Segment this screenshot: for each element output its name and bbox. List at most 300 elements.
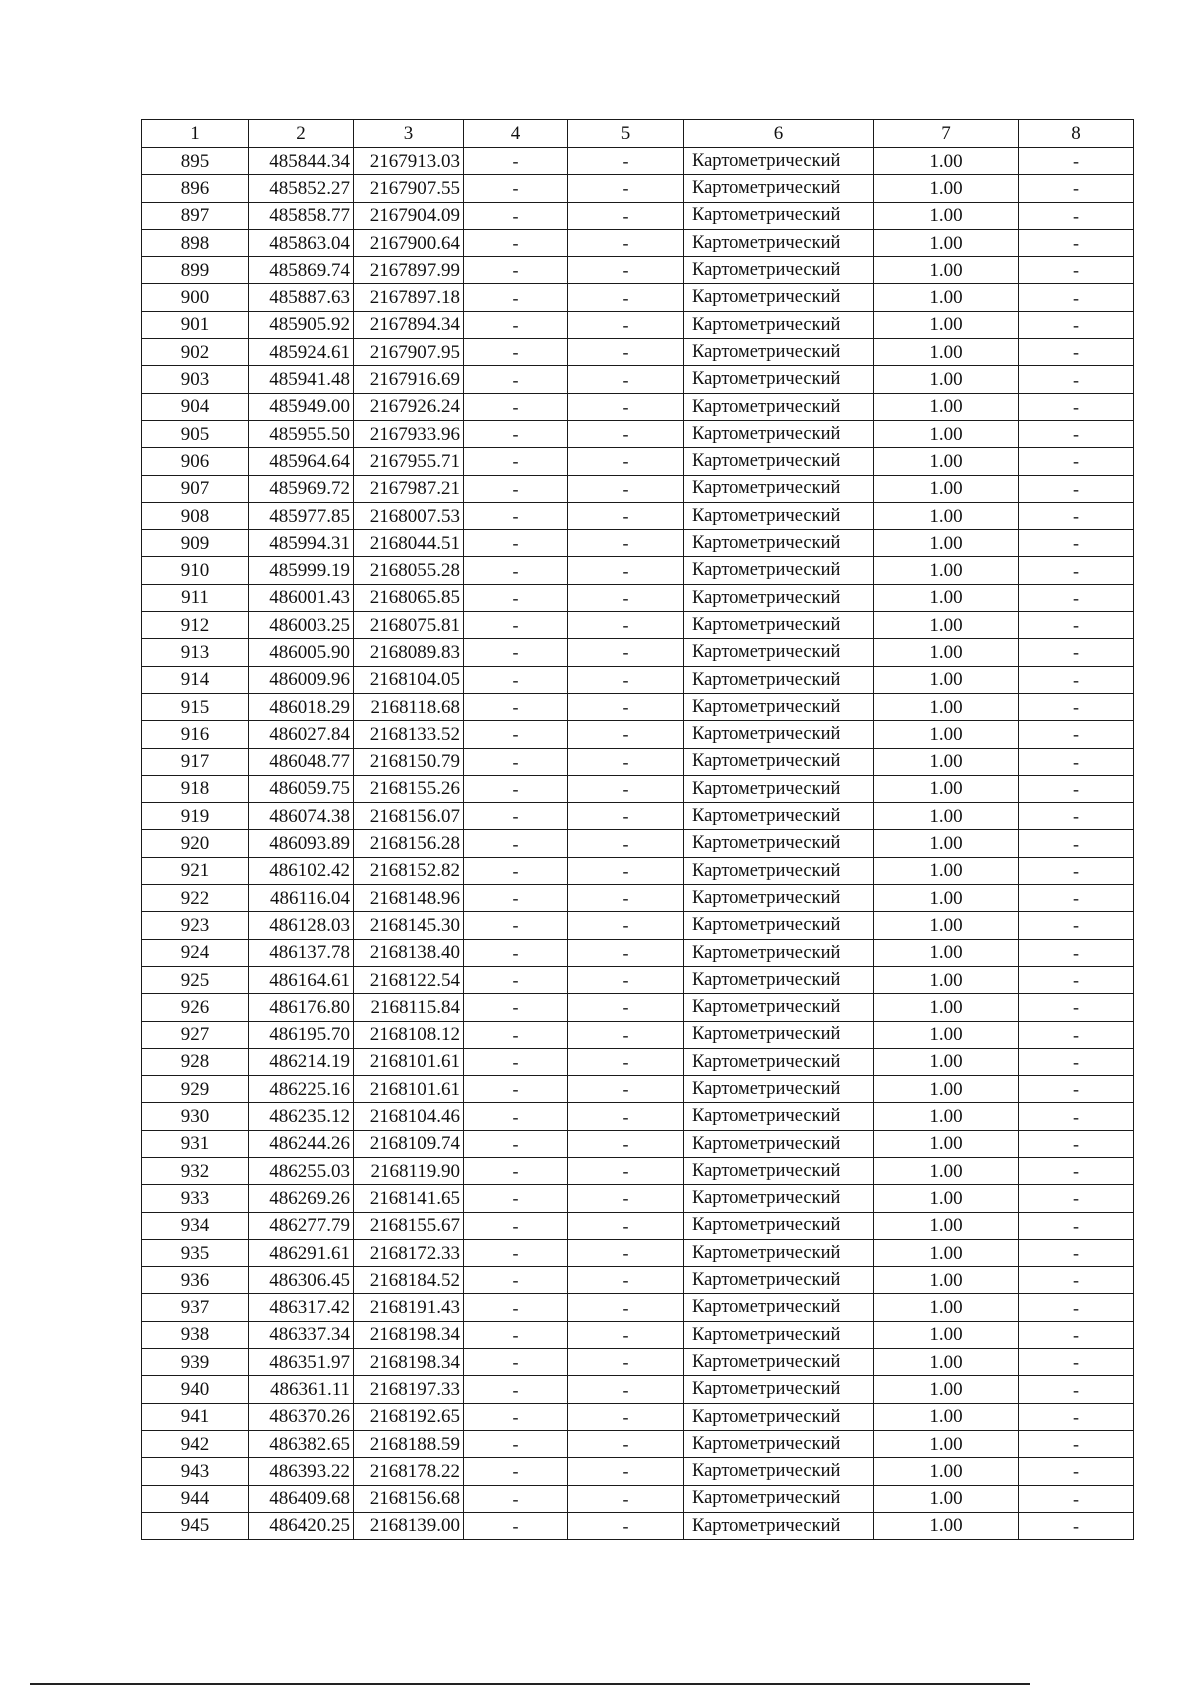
column-5-cell: - — [568, 420, 684, 447]
y-coordinate-cell: 2168188.59 — [354, 1430, 464, 1457]
x-coordinate-cell: 485949.00 — [249, 393, 354, 420]
accuracy-cell: 1.00 — [874, 1485, 1019, 1512]
column-4-cell: - — [464, 1458, 568, 1485]
table-row — [142, 284, 1134, 311]
y-coordinate-cell: 2167907.95 — [354, 339, 464, 366]
y-coordinate-cell: 2168172.33 — [354, 1239, 464, 1266]
y-coordinate-cell: 2168178.22 — [354, 1458, 464, 1485]
column-4-cell: - — [464, 557, 568, 584]
y-coordinate-cell: 2167913.03 — [354, 148, 464, 175]
x-coordinate-cell: 486093.89 — [249, 830, 354, 857]
x-coordinate-cell: 486128.03 — [249, 912, 354, 939]
method-cell: Картометрический — [684, 857, 874, 884]
column-8-cell: - — [1019, 284, 1134, 311]
y-coordinate-cell: 2168184.52 — [354, 1267, 464, 1294]
method-cell: Картометрический — [684, 803, 874, 830]
y-coordinate-cell: 2168141.65 — [354, 1185, 464, 1212]
accuracy-cell: 1.00 — [874, 1376, 1019, 1403]
accuracy-cell: 1.00 — [874, 885, 1019, 912]
accuracy-cell: 1.00 — [874, 639, 1019, 666]
x-coordinate-cell: 486048.77 — [249, 748, 354, 775]
point-number-cell: 927 — [142, 1021, 249, 1048]
column-4-cell: - — [464, 1076, 568, 1103]
y-coordinate-cell: 2168007.53 — [354, 502, 464, 529]
column-4-cell: - — [464, 1349, 568, 1376]
column-4-cell: - — [464, 666, 568, 693]
point-number-cell: 940 — [142, 1376, 249, 1403]
point-number-cell: 904 — [142, 393, 249, 420]
column-header-4: 4 — [464, 120, 568, 148]
y-coordinate-cell: 2168089.83 — [354, 639, 464, 666]
method-cell: Картометрический — [684, 339, 874, 366]
column-4-cell: - — [464, 721, 568, 748]
accuracy-cell: 1.00 — [874, 1403, 1019, 1430]
x-coordinate-cell: 486269.26 — [249, 1185, 354, 1212]
x-coordinate-cell: 486137.78 — [249, 939, 354, 966]
y-coordinate-cell: 2168155.67 — [354, 1212, 464, 1239]
table-row — [142, 1185, 1134, 1212]
y-coordinate-cell: 2168109.74 — [354, 1130, 464, 1157]
accuracy-cell: 1.00 — [874, 1021, 1019, 1048]
method-cell: Картометрический — [684, 475, 874, 502]
accuracy-cell: 1.00 — [874, 1512, 1019, 1539]
column-8-cell: - — [1019, 393, 1134, 420]
y-coordinate-cell: 2168155.26 — [354, 775, 464, 802]
column-4-cell: - — [464, 912, 568, 939]
x-coordinate-cell: 485964.64 — [249, 448, 354, 475]
method-cell: Картометрический — [684, 1103, 874, 1130]
column-5-cell: - — [568, 530, 684, 557]
table-row — [142, 1403, 1134, 1430]
column-4-cell: - — [464, 966, 568, 993]
table-row — [142, 966, 1134, 993]
table-row — [142, 1512, 1134, 1539]
table-row — [142, 557, 1134, 584]
column-4-cell: - — [464, 475, 568, 502]
column-8-cell: - — [1019, 366, 1134, 393]
table-row — [142, 1157, 1134, 1184]
column-8-cell: - — [1019, 148, 1134, 175]
point-number-cell: 934 — [142, 1212, 249, 1239]
table-row — [142, 257, 1134, 284]
x-coordinate-cell: 485969.72 — [249, 475, 354, 502]
table-row — [142, 175, 1134, 202]
point-number-cell: 920 — [142, 830, 249, 857]
point-number-cell: 928 — [142, 1048, 249, 1075]
column-header-3: 3 — [354, 120, 464, 148]
y-coordinate-cell: 2168152.82 — [354, 857, 464, 884]
column-5-cell: - — [568, 229, 684, 256]
y-coordinate-cell: 2168118.68 — [354, 693, 464, 720]
y-coordinate-cell: 2167894.34 — [354, 311, 464, 338]
column-5-cell: - — [568, 1021, 684, 1048]
table-row — [142, 448, 1134, 475]
accuracy-cell: 1.00 — [874, 1239, 1019, 1266]
x-coordinate-cell: 485844.34 — [249, 148, 354, 175]
column-5-cell: - — [568, 775, 684, 802]
y-coordinate-cell: 2168065.85 — [354, 584, 464, 611]
column-8-cell: - — [1019, 1512, 1134, 1539]
column-5-cell: - — [568, 1130, 684, 1157]
y-coordinate-cell: 2168133.52 — [354, 721, 464, 748]
method-cell: Картометрический — [684, 994, 874, 1021]
column-5-cell: - — [568, 666, 684, 693]
y-coordinate-cell: 2167987.21 — [354, 475, 464, 502]
point-number-cell: 905 — [142, 420, 249, 447]
point-number-cell: 897 — [142, 202, 249, 229]
table-row — [142, 857, 1134, 884]
accuracy-cell: 1.00 — [874, 775, 1019, 802]
table-row — [142, 1321, 1134, 1348]
x-coordinate-cell: 485977.85 — [249, 502, 354, 529]
column-4-cell: - — [464, 803, 568, 830]
point-number-cell: 932 — [142, 1157, 249, 1184]
x-coordinate-cell: 486176.80 — [249, 994, 354, 1021]
x-coordinate-cell: 486277.79 — [249, 1212, 354, 1239]
column-5-cell: - — [568, 175, 684, 202]
y-coordinate-cell: 2167900.64 — [354, 229, 464, 256]
accuracy-cell: 1.00 — [874, 939, 1019, 966]
accuracy-cell: 1.00 — [874, 148, 1019, 175]
table-row — [142, 1349, 1134, 1376]
y-coordinate-cell: 2168108.12 — [354, 1021, 464, 1048]
x-coordinate-cell: 485887.63 — [249, 284, 354, 311]
y-coordinate-cell: 2168055.28 — [354, 557, 464, 584]
accuracy-cell: 1.00 — [874, 803, 1019, 830]
column-5-cell: - — [568, 366, 684, 393]
column-8-cell: - — [1019, 1157, 1134, 1184]
coordinates-table — [141, 119, 1134, 1540]
accuracy-cell: 1.00 — [874, 721, 1019, 748]
x-coordinate-cell: 486225.16 — [249, 1076, 354, 1103]
column-5-cell: - — [568, 1076, 684, 1103]
column-4-cell: - — [464, 366, 568, 393]
method-cell: Картометрический — [684, 202, 874, 229]
point-number-cell: 922 — [142, 885, 249, 912]
column-4-cell: - — [464, 639, 568, 666]
accuracy-cell: 1.00 — [874, 830, 1019, 857]
accuracy-cell: 1.00 — [874, 229, 1019, 256]
y-coordinate-cell: 2168104.46 — [354, 1103, 464, 1130]
column-5-cell: - — [568, 339, 684, 366]
method-cell: Картометрический — [684, 1212, 874, 1239]
column-5-cell: - — [568, 557, 684, 584]
method-cell: Картометрический — [684, 666, 874, 693]
table-row — [142, 311, 1134, 338]
column-5-cell: - — [568, 148, 684, 175]
point-number-cell: 916 — [142, 721, 249, 748]
method-cell: Картометрический — [684, 148, 874, 175]
y-coordinate-cell: 2168191.43 — [354, 1294, 464, 1321]
method-cell: Картометрический — [684, 1130, 874, 1157]
column-4-cell: - — [464, 257, 568, 284]
accuracy-cell: 1.00 — [874, 1130, 1019, 1157]
method-cell: Картометрический — [684, 693, 874, 720]
table-row — [142, 912, 1134, 939]
point-number-cell: 895 — [142, 148, 249, 175]
x-coordinate-cell: 485869.74 — [249, 257, 354, 284]
column-8-cell: - — [1019, 693, 1134, 720]
x-coordinate-cell: 485863.04 — [249, 229, 354, 256]
point-number-cell: 938 — [142, 1321, 249, 1348]
y-coordinate-cell: 2167904.09 — [354, 202, 464, 229]
method-cell: Картометрический — [684, 1403, 874, 1430]
table-row — [142, 1485, 1134, 1512]
column-4-cell: - — [464, 939, 568, 966]
point-number-cell: 925 — [142, 966, 249, 993]
column-5-cell: - — [568, 1239, 684, 1266]
table-row — [142, 148, 1134, 175]
accuracy-cell: 1.00 — [874, 1349, 1019, 1376]
accuracy-cell: 1.00 — [874, 994, 1019, 1021]
point-number-cell: 933 — [142, 1185, 249, 1212]
column-8-cell: - — [1019, 1021, 1134, 1048]
method-cell: Картометрический — [684, 1512, 874, 1539]
method-cell: Картометрический — [684, 639, 874, 666]
column-8-cell: - — [1019, 339, 1134, 366]
accuracy-cell: 1.00 — [874, 175, 1019, 202]
method-cell: Картометрический — [684, 1458, 874, 1485]
method-cell: Картометрический — [684, 257, 874, 284]
column-5-cell: - — [568, 1321, 684, 1348]
column-4-cell: - — [464, 502, 568, 529]
table-row — [142, 1430, 1134, 1457]
y-coordinate-cell: 2168044.51 — [354, 530, 464, 557]
y-coordinate-cell: 2168148.96 — [354, 885, 464, 912]
column-8-cell: - — [1019, 1294, 1134, 1321]
accuracy-cell: 1.00 — [874, 448, 1019, 475]
x-coordinate-cell: 486001.43 — [249, 584, 354, 611]
point-number-cell: 900 — [142, 284, 249, 311]
point-number-cell: 939 — [142, 1349, 249, 1376]
column-4-cell: - — [464, 1430, 568, 1457]
column-5-cell: - — [568, 912, 684, 939]
column-8-cell: - — [1019, 885, 1134, 912]
method-cell: Картометрический — [684, 1376, 874, 1403]
column-4-cell: - — [464, 1021, 568, 1048]
accuracy-cell: 1.00 — [874, 502, 1019, 529]
method-cell: Картометрический — [684, 748, 874, 775]
table-row — [142, 1048, 1134, 1075]
column-5-cell: - — [568, 639, 684, 666]
column-4-cell: - — [464, 748, 568, 775]
y-coordinate-cell: 2168198.34 — [354, 1321, 464, 1348]
column-4-cell: - — [464, 994, 568, 1021]
column-4-cell: - — [464, 830, 568, 857]
column-8-cell: - — [1019, 475, 1134, 502]
accuracy-cell: 1.00 — [874, 1430, 1019, 1457]
y-coordinate-cell: 2167926.24 — [354, 393, 464, 420]
point-number-cell: 926 — [142, 994, 249, 1021]
y-coordinate-cell: 2168101.61 — [354, 1048, 464, 1075]
point-number-cell: 945 — [142, 1512, 249, 1539]
method-cell: Картометрический — [684, 885, 874, 912]
table-row — [142, 229, 1134, 256]
method-cell: Картометрический — [684, 229, 874, 256]
column-5-cell: - — [568, 1485, 684, 1512]
column-5-cell: - — [568, 830, 684, 857]
column-4-cell: - — [464, 284, 568, 311]
method-cell: Картометрический — [684, 584, 874, 611]
column-4-cell: - — [464, 175, 568, 202]
method-cell: Картометрический — [684, 1157, 874, 1184]
column-4-cell: - — [464, 202, 568, 229]
x-coordinate-cell: 486102.42 — [249, 857, 354, 884]
point-number-cell: 941 — [142, 1403, 249, 1430]
x-coordinate-cell: 486116.04 — [249, 885, 354, 912]
column-5-cell: - — [568, 1185, 684, 1212]
x-coordinate-cell: 486420.25 — [249, 1512, 354, 1539]
column-8-cell: - — [1019, 257, 1134, 284]
x-coordinate-cell: 485941.48 — [249, 366, 354, 393]
table-header-row — [142, 120, 1134, 148]
y-coordinate-cell: 2168101.61 — [354, 1076, 464, 1103]
column-8-cell: - — [1019, 966, 1134, 993]
method-cell: Картометрический — [684, 1076, 874, 1103]
table-row — [142, 1458, 1134, 1485]
table-row — [142, 420, 1134, 447]
column-5-cell: - — [568, 1048, 684, 1075]
accuracy-cell: 1.00 — [874, 1267, 1019, 1294]
x-coordinate-cell: 486005.90 — [249, 639, 354, 666]
method-cell: Картометрический — [684, 502, 874, 529]
accuracy-cell: 1.00 — [874, 666, 1019, 693]
column-4-cell: - — [464, 1376, 568, 1403]
column-5-cell: - — [568, 803, 684, 830]
y-coordinate-cell: 2167916.69 — [354, 366, 464, 393]
column-5-cell: - — [568, 448, 684, 475]
column-4-cell: - — [464, 1321, 568, 1348]
point-number-cell: 903 — [142, 366, 249, 393]
point-number-cell: 910 — [142, 557, 249, 584]
method-cell: Картометрический — [684, 1485, 874, 1512]
method-cell: Картометрический — [684, 1185, 874, 1212]
column-4-cell: - — [464, 1267, 568, 1294]
column-8-cell: - — [1019, 1239, 1134, 1266]
y-coordinate-cell: 2167933.96 — [354, 420, 464, 447]
accuracy-cell: 1.00 — [874, 339, 1019, 366]
column-8-cell: - — [1019, 448, 1134, 475]
column-8-cell: - — [1019, 1130, 1134, 1157]
y-coordinate-cell: 2168145.30 — [354, 912, 464, 939]
table-row — [142, 1376, 1134, 1403]
table-row — [142, 584, 1134, 611]
x-coordinate-cell: 486195.70 — [249, 1021, 354, 1048]
column-5-cell: - — [568, 1512, 684, 1539]
table-row — [142, 830, 1134, 857]
y-coordinate-cell: 2168119.90 — [354, 1157, 464, 1184]
x-coordinate-cell: 485924.61 — [249, 339, 354, 366]
column-5-cell: - — [568, 1458, 684, 1485]
point-number-cell: 937 — [142, 1294, 249, 1321]
method-cell: Картометрический — [684, 311, 874, 338]
column-5-cell: - — [568, 1294, 684, 1321]
x-coordinate-cell: 486059.75 — [249, 775, 354, 802]
point-number-cell: 901 — [142, 311, 249, 338]
column-5-cell: - — [568, 284, 684, 311]
column-8-cell: - — [1019, 1485, 1134, 1512]
column-5-cell: - — [568, 721, 684, 748]
column-5-cell: - — [568, 1103, 684, 1130]
accuracy-cell: 1.00 — [874, 857, 1019, 884]
column-8-cell: - — [1019, 1321, 1134, 1348]
point-number-cell: 924 — [142, 939, 249, 966]
column-5-cell: - — [568, 475, 684, 502]
column-4-cell: - — [464, 339, 568, 366]
column-8-cell: - — [1019, 857, 1134, 884]
method-cell: Картометрический — [684, 1267, 874, 1294]
column-5-cell: - — [568, 311, 684, 338]
y-coordinate-cell: 2167955.71 — [354, 448, 464, 475]
column-4-cell: - — [464, 885, 568, 912]
accuracy-cell: 1.00 — [874, 420, 1019, 447]
accuracy-cell: 1.00 — [874, 284, 1019, 311]
point-number-cell: 912 — [142, 612, 249, 639]
point-number-cell: 915 — [142, 693, 249, 720]
column-5-cell: - — [568, 748, 684, 775]
y-coordinate-cell: 2168115.84 — [354, 994, 464, 1021]
table-row — [142, 639, 1134, 666]
column-8-cell: - — [1019, 639, 1134, 666]
table-row — [142, 693, 1134, 720]
x-coordinate-cell: 485999.19 — [249, 557, 354, 584]
column-header-7: 7 — [874, 120, 1019, 148]
column-4-cell: - — [464, 1212, 568, 1239]
column-8-cell: - — [1019, 1212, 1134, 1239]
column-8-cell: - — [1019, 1103, 1134, 1130]
page-bottom-rule — [30, 1683, 1030, 1685]
column-8-cell: - — [1019, 1076, 1134, 1103]
method-cell: Картометрический — [684, 912, 874, 939]
column-8-cell: - — [1019, 229, 1134, 256]
column-8-cell: - — [1019, 1403, 1134, 1430]
y-coordinate-cell: 2168104.05 — [354, 666, 464, 693]
x-coordinate-cell: 486003.25 — [249, 612, 354, 639]
column-5-cell: - — [568, 257, 684, 284]
table-row — [142, 339, 1134, 366]
point-number-cell: 929 — [142, 1076, 249, 1103]
method-cell: Картометрический — [684, 966, 874, 993]
column-4-cell: - — [464, 1157, 568, 1184]
point-number-cell: 930 — [142, 1103, 249, 1130]
accuracy-cell: 1.00 — [874, 1048, 1019, 1075]
column-5-cell: - — [568, 202, 684, 229]
y-coordinate-cell: 2168197.33 — [354, 1376, 464, 1403]
y-coordinate-cell: 2168198.34 — [354, 1349, 464, 1376]
column-5-cell: - — [568, 1403, 684, 1430]
column-4-cell: - — [464, 530, 568, 557]
column-8-cell: - — [1019, 612, 1134, 639]
column-4-cell: - — [464, 311, 568, 338]
column-header-8: 8 — [1019, 120, 1134, 148]
accuracy-cell: 1.00 — [874, 1458, 1019, 1485]
method-cell: Картометрический — [684, 775, 874, 802]
column-8-cell: - — [1019, 202, 1134, 229]
method-cell: Картометрический — [684, 557, 874, 584]
column-8-cell: - — [1019, 1349, 1134, 1376]
accuracy-cell: 1.00 — [874, 475, 1019, 502]
column-4-cell: - — [464, 584, 568, 611]
y-coordinate-cell: 2167897.18 — [354, 284, 464, 311]
column-4-cell: - — [464, 1403, 568, 1430]
x-coordinate-cell: 486009.96 — [249, 666, 354, 693]
x-coordinate-cell: 486235.12 — [249, 1103, 354, 1130]
table-row — [142, 939, 1134, 966]
column-4-cell: - — [464, 148, 568, 175]
column-5-cell: - — [568, 1212, 684, 1239]
column-5-cell: - — [568, 393, 684, 420]
table-row — [142, 202, 1134, 229]
